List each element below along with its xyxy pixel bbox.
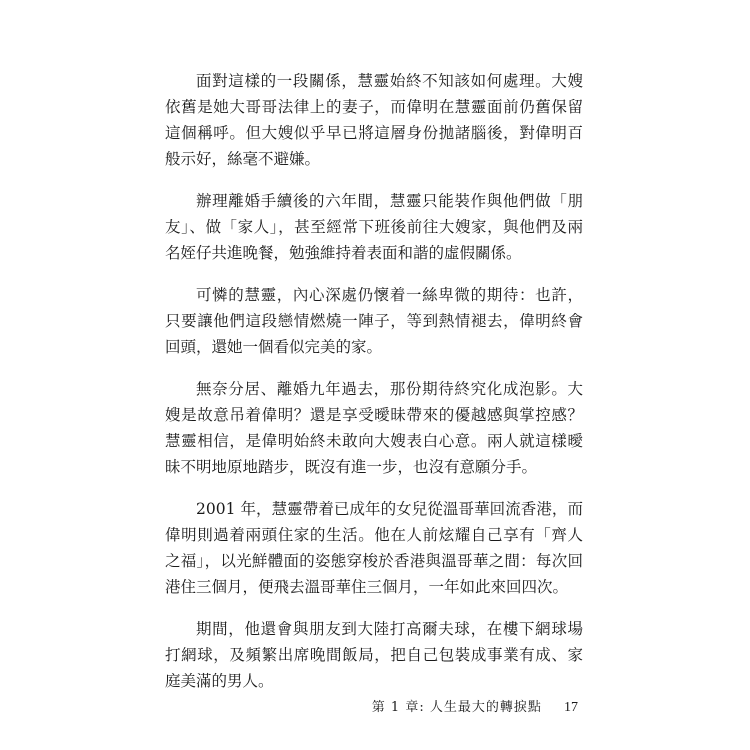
paragraph-3: 可憐的慧靈，內心深處仍懷着一絲卑微的期待：也許，只要讓他們這段戀情燃燒一陣子，等到熱情褪去，偉明終會回頭，還她一個看似完美的家。 xyxy=(165,286,583,356)
body-text xyxy=(165,68,583,710)
chapter-title: 第 1 章: 人生最大的轉捩點 xyxy=(371,700,542,715)
page-footer xyxy=(372,696,578,716)
paragraph-5: 2001 年，慧靈帶着已成年的女兒從溫哥華回流香港，而偉明則過着兩頭住家的生活。他在人前炫耀自己享有「齊人之福」，以光鮮體面的姿態穿梭於香港與溫哥華之間：每次回港住三個月，便飛去溫哥華住三個月，一年如此來回四次。 xyxy=(165,500,583,596)
paragraph-4: 無奈分居、離婚九年過去，那份期待終究化成泡影。大嫂是故意吊着偉明？還是享受曖昧帶來的優越感與掌控感？慧靈相信，是偉明始終未敢向大嫂表白心意。兩人就這樣曖昧不明地原地踏步，既沒有進一步，也沒有意願分手。 xyxy=(165,380,583,476)
paragraph-6: 期間，他還會與朋友到大陸打高爾夫球，在樓下網球場打網球，及頻繁出席晚間飯局，把自己包裝成事業有成、家庭美滿的男人。 xyxy=(165,620,583,690)
page-number: 17 xyxy=(564,700,578,715)
paragraph-1: 面對這樣的一段關係，慧靈始終不知該如何處理。大嫂依舊是她大哥哥法律上的妻子，而偉明在慧靈面前仍舊保留這個稱呼。但大嫂似乎早已將這層身份拋諸腦後，對偉明百般示好，絲毫不避嫌。 xyxy=(165,72,583,168)
paragraph-2: 辦理離婚手續後的六年間，慧靈只能裝作與他們做「朋友」、做「家人」，甚至經常下班後前往大嫂家，與他們及兩名姪仔共進晚餐，勉強維持着表面和諧的虛假關係。 xyxy=(165,192,583,262)
